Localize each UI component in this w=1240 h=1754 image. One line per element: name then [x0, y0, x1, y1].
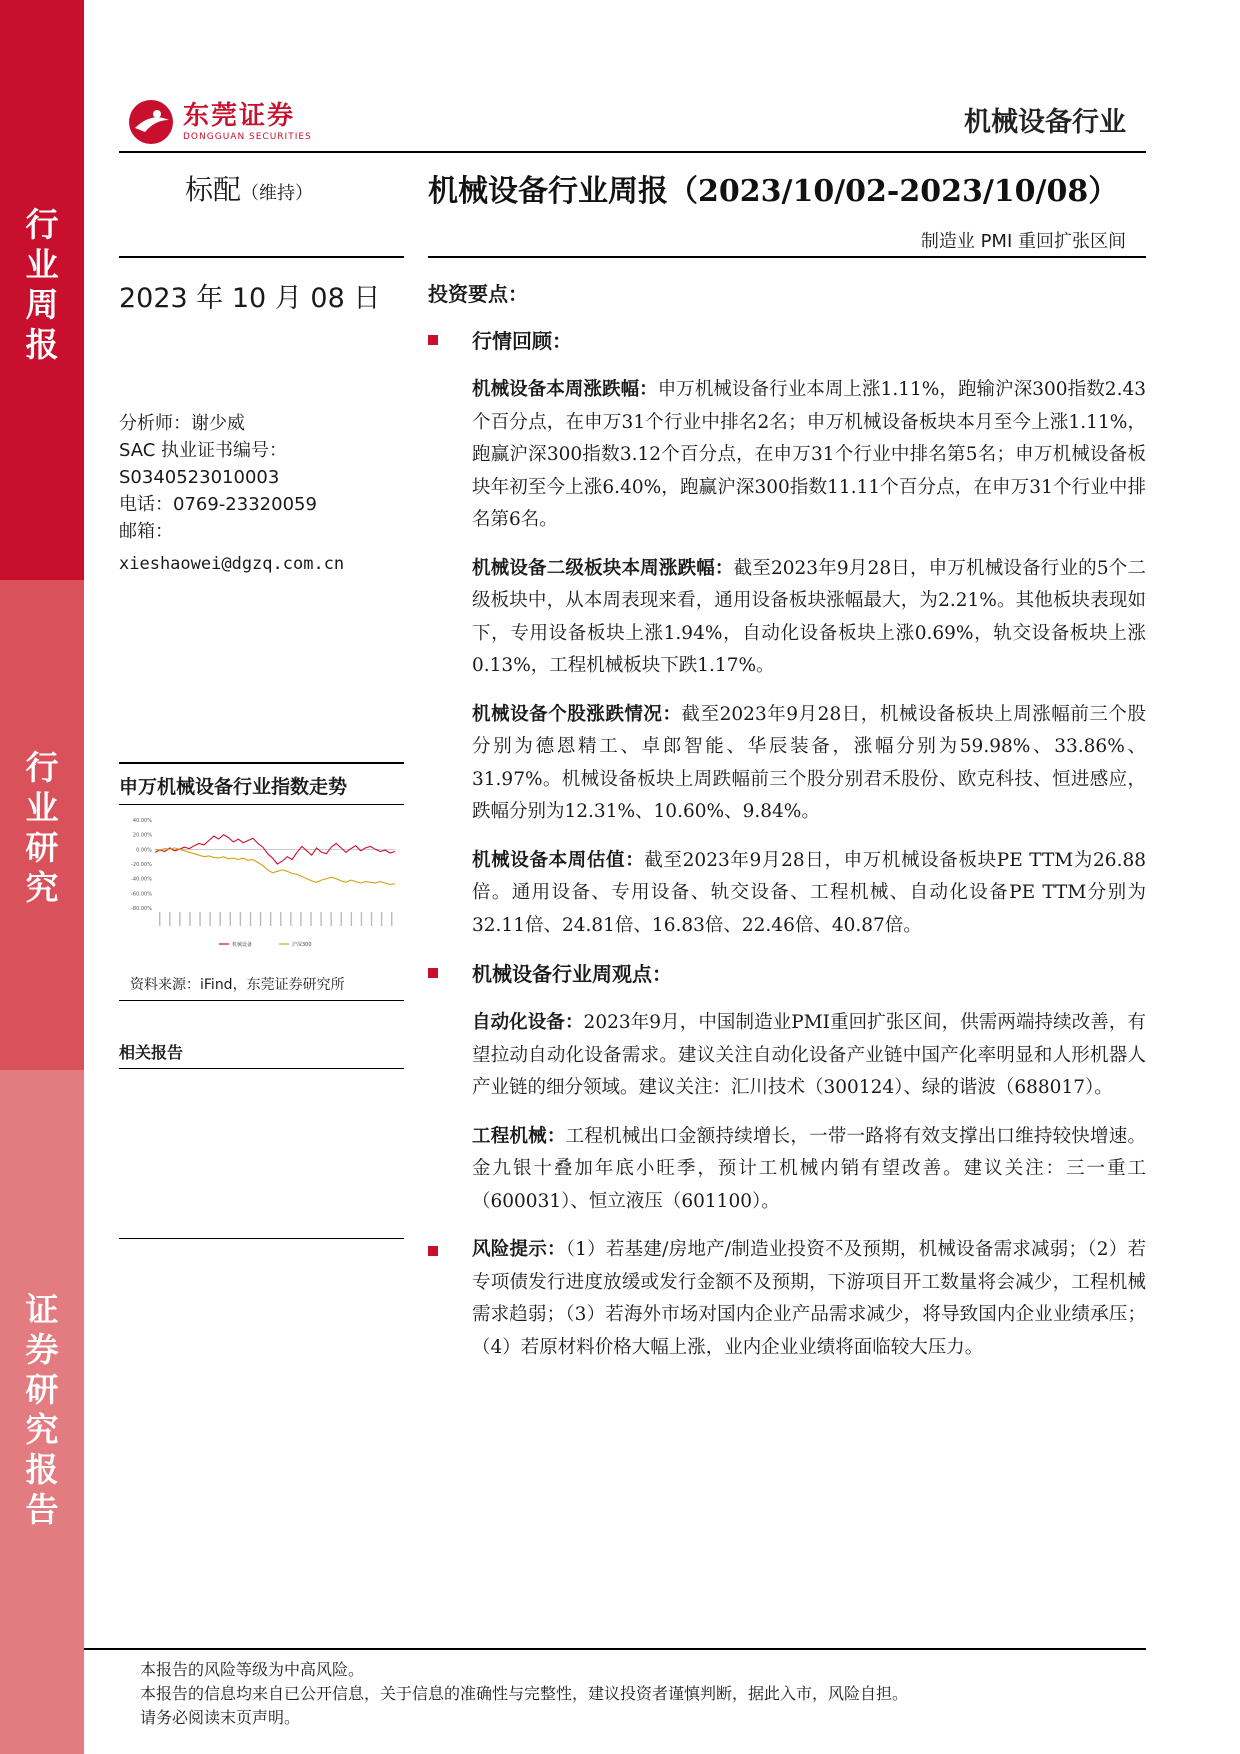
- x-tick-mark: [169, 912, 170, 926]
- paragraph-label: 工程机械：: [472, 1125, 566, 1147]
- paragraph-automation: [472, 1007, 1146, 1105]
- side-band-label-report: 证券研究报告: [25, 1290, 59, 1529]
- side-band-middle: [0, 580, 84, 1070]
- paragraph-label: 机械设备本周涨跌幅：: [472, 379, 658, 400]
- x-tick-mark: [199, 912, 200, 926]
- x-tick-mark: [300, 912, 301, 926]
- right-title-rule: [428, 256, 1146, 258]
- logo-mark-icon: [127, 98, 175, 146]
- analyst-line: 邮箱：: [119, 521, 173, 542]
- x-tick-mark: [391, 912, 392, 926]
- main-content: [428, 278, 1146, 1380]
- chart-title-top-rule: [119, 762, 404, 764]
- side-band-label-weekly: 行业周报: [25, 205, 59, 364]
- chart-source: 资料来源：iFind，东莞证券研究所: [130, 977, 345, 993]
- x-tick-mark: [280, 912, 281, 926]
- investment-points-heading: 投资要点：: [428, 282, 528, 306]
- y-tick-label: -20.00%: [131, 862, 152, 868]
- x-tick-mark: [230, 912, 231, 926]
- paragraph-label: 风险提示：: [472, 1239, 566, 1260]
- analyst-info: [119, 410, 344, 578]
- side-band-label-research: 行业研究: [25, 748, 59, 907]
- y-tick-label: 40.00%: [132, 818, 152, 824]
- rating: [185, 168, 313, 208]
- chart-title-bottom-rule: [119, 804, 404, 805]
- paragraph-construction-machinery: [472, 1121, 1146, 1219]
- paragraph-valuation: [472, 845, 1146, 943]
- section-risk: [428, 1234, 1146, 1380]
- side-band-bottom: [0, 1070, 84, 1754]
- square-bullet-icon: [428, 335, 438, 345]
- company-logo: [127, 98, 312, 146]
- x-tick-mark: [260, 912, 261, 926]
- y-tick-label: -60.00%: [131, 891, 152, 898]
- analyst-line: SAC 执业证书编号：: [119, 440, 288, 461]
- analyst-line: 电话：0769-23320059: [119, 494, 317, 515]
- square-bullet-icon: [428, 968, 438, 978]
- paragraph-text: 工程机械出口金额持续增长，一带一路将有效支撑出口维持较快增速。金九银十叠加年底小旺季，预计工机械内销有望改善。建议关注：三一重工（600031）、恒立液压（601100）。: [472, 1125, 1146, 1212]
- section-title: 行情回顾：: [472, 329, 572, 353]
- x-tick-mark: [341, 912, 342, 926]
- footer-line: 请务必阅读末页声明。: [140, 1708, 301, 1727]
- paragraph-text: 截至2023年9月28日，申万机械设备行业的5个二级板块中，从本周表现来看，通用设备板块涨幅最大，为2.21%。其他板块表现如下，专用设备板块上涨1.94%，自动化设备板块上涨0.69%，轨交设备板块上涨0.13%，工程机械板块下跌1.17%。: [472, 557, 1146, 676]
- related-rule-top: [119, 1068, 404, 1069]
- paragraph-label: 机械设备二级板块本周涨跌幅：: [472, 557, 734, 579]
- source-rule: [119, 1000, 404, 1001]
- paragraph-sub-sectors: [472, 553, 1146, 683]
- paragraph-risk: [472, 1234, 1146, 1364]
- analyst-line: S0340523010003: [119, 467, 280, 488]
- x-tick-mark: [159, 912, 160, 926]
- paragraph-text: 截至2023年9月28日，申万机械设备板块PE TTM为26.88倍。通用设备、专用设备、轨交设备、工程机械、自动化设备PE TTM分别为32.11倍、24.81倍、16.83倍、22.46倍、40.87倍。: [472, 849, 1146, 936]
- paragraph-text: 申万机械设备行业本周上涨1.11%，跑输沪深300指数2.43个百分点，在申万31个行业中排名2名；申万机械设备板块本月至今上涨1.11%，跑赢沪深300指数3.12个百分点，在申万31个行业中排名第5名；申万机械设备板块年初至今上涨6.40%，跑赢沪深300指数11.11个百分点，在申万31个行业中排名第6名。: [472, 379, 1146, 530]
- x-tick-mark: [179, 912, 180, 926]
- x-tick-mark: [351, 912, 352, 926]
- footer-rule: [84, 1648, 1146, 1650]
- square-bullet-icon: [428, 1246, 438, 1256]
- y-tick-label: 20.00%: [132, 832, 152, 839]
- x-tick-mark: [250, 912, 251, 926]
- paragraph-stocks: [472, 699, 1146, 829]
- related-rule-bottom: [119, 1238, 404, 1239]
- x-tick-mark: [189, 912, 190, 926]
- x-tick-mark: [270, 912, 271, 926]
- rating-value: 标配: [185, 173, 242, 206]
- footer-disclaimer: [140, 1658, 908, 1730]
- paragraph-text: 2023年9月，中国制造业PMI重回扩张区间，供需两端持续改善，有望拉动自动化设备需求。建议关注自动化设备产业链中国产化率明显和人形机器人产业链的细分领域。建议关注：汇川技术（300124）、绿的谐波（688017）。: [472, 1012, 1146, 1098]
- chart-title: 申万机械设备行业指数走势: [119, 776, 348, 798]
- related-reports-heading: 相关报告: [119, 1043, 184, 1062]
- logo-chinese-name: 东莞证券: [183, 101, 296, 131]
- x-tick-mark: [290, 912, 291, 926]
- paragraph-label: 机械设备个股涨跌情况：: [472, 703, 682, 725]
- x-tick-mark: [310, 912, 311, 926]
- section-market-review: [428, 325, 1146, 354]
- paragraph-label: 机械设备本周估值：: [472, 849, 645, 871]
- paragraph-text: 截至2023年9月28日，机械设备板块上周涨幅前三个股分别为德恩精工、卓郎智能、华辰装备，涨幅分别为59.98%、33.86%、31.97%。机械设备板块上周跌幅前三个股分别君禾股份、欧克科技、恒进感应，跌幅分别为12.31%、10.60%、9.84%。: [472, 703, 1146, 822]
- section-weekly-view: [428, 958, 1146, 987]
- x-tick-mark: [381, 912, 382, 926]
- report-title: 机械设备行业周报（2023/10/02-2023/10/08）: [428, 174, 1119, 209]
- report-date: 2023 年 10 月 08 日: [119, 283, 381, 314]
- paragraph-text: （1）若基建/房地产/制造业投资不及预期，机械设备需求减弱；（2）若专项债发行进度放缓或发行金额不及预期，下游项目开工数量将会减少，工程机械需求趋弱；（3）若海外市场对国内企业产品需求减少，将导致国内企业业绩承压；（4）若原材料价格大幅上涨，业内企业业绩将面临较大压力。: [472, 1239, 1146, 1358]
- index-trend-chart: [119, 808, 401, 960]
- footer-line: 本报告的风险等级为中高风险。: [140, 1660, 365, 1679]
- side-band-top: [0, 0, 84, 580]
- y-tick-label: -80.00%: [131, 906, 152, 912]
- y-tick-label: -40.00%: [131, 876, 152, 883]
- paragraph-label: 自动化设备：: [472, 1012, 584, 1033]
- analyst-line: 分析师：谢少威: [119, 413, 245, 434]
- x-tick-mark: [371, 912, 372, 926]
- analyst-email[interactable]: xieshaowei@dgzq.com.cn: [119, 554, 345, 574]
- x-tick-mark: [240, 912, 241, 926]
- x-tick-mark: [220, 912, 221, 926]
- report-subtitle: 制造业 PMI 重回扩张区间: [920, 231, 1126, 252]
- x-tick-mark: [361, 912, 362, 926]
- legend-label: 机械设备: [232, 942, 253, 948]
- footer-line: 本报告的信息均来自已公开信息，关于信息的准确性与完整性，建议投资者谨慎判断，据此入市，风险自担。: [140, 1684, 909, 1703]
- legend-label: 沪深300: [292, 942, 312, 948]
- paragraph-weekly-change: [472, 374, 1146, 537]
- rating-note: （维持）: [241, 183, 314, 204]
- header-rule: [119, 151, 1146, 153]
- y-tick-label: 0.00%: [136, 847, 152, 854]
- industry-name: 机械设备行业: [964, 107, 1126, 138]
- x-tick-mark: [209, 912, 210, 926]
- x-tick-mark: [320, 912, 321, 926]
- series-line-1: [155, 848, 395, 885]
- section-title: 机械设备行业周观点：: [472, 962, 672, 986]
- left-date-rule: [119, 256, 404, 258]
- logo-english-name: DONGGUAN SECURITIES: [183, 132, 312, 142]
- x-tick-mark: [330, 912, 331, 926]
